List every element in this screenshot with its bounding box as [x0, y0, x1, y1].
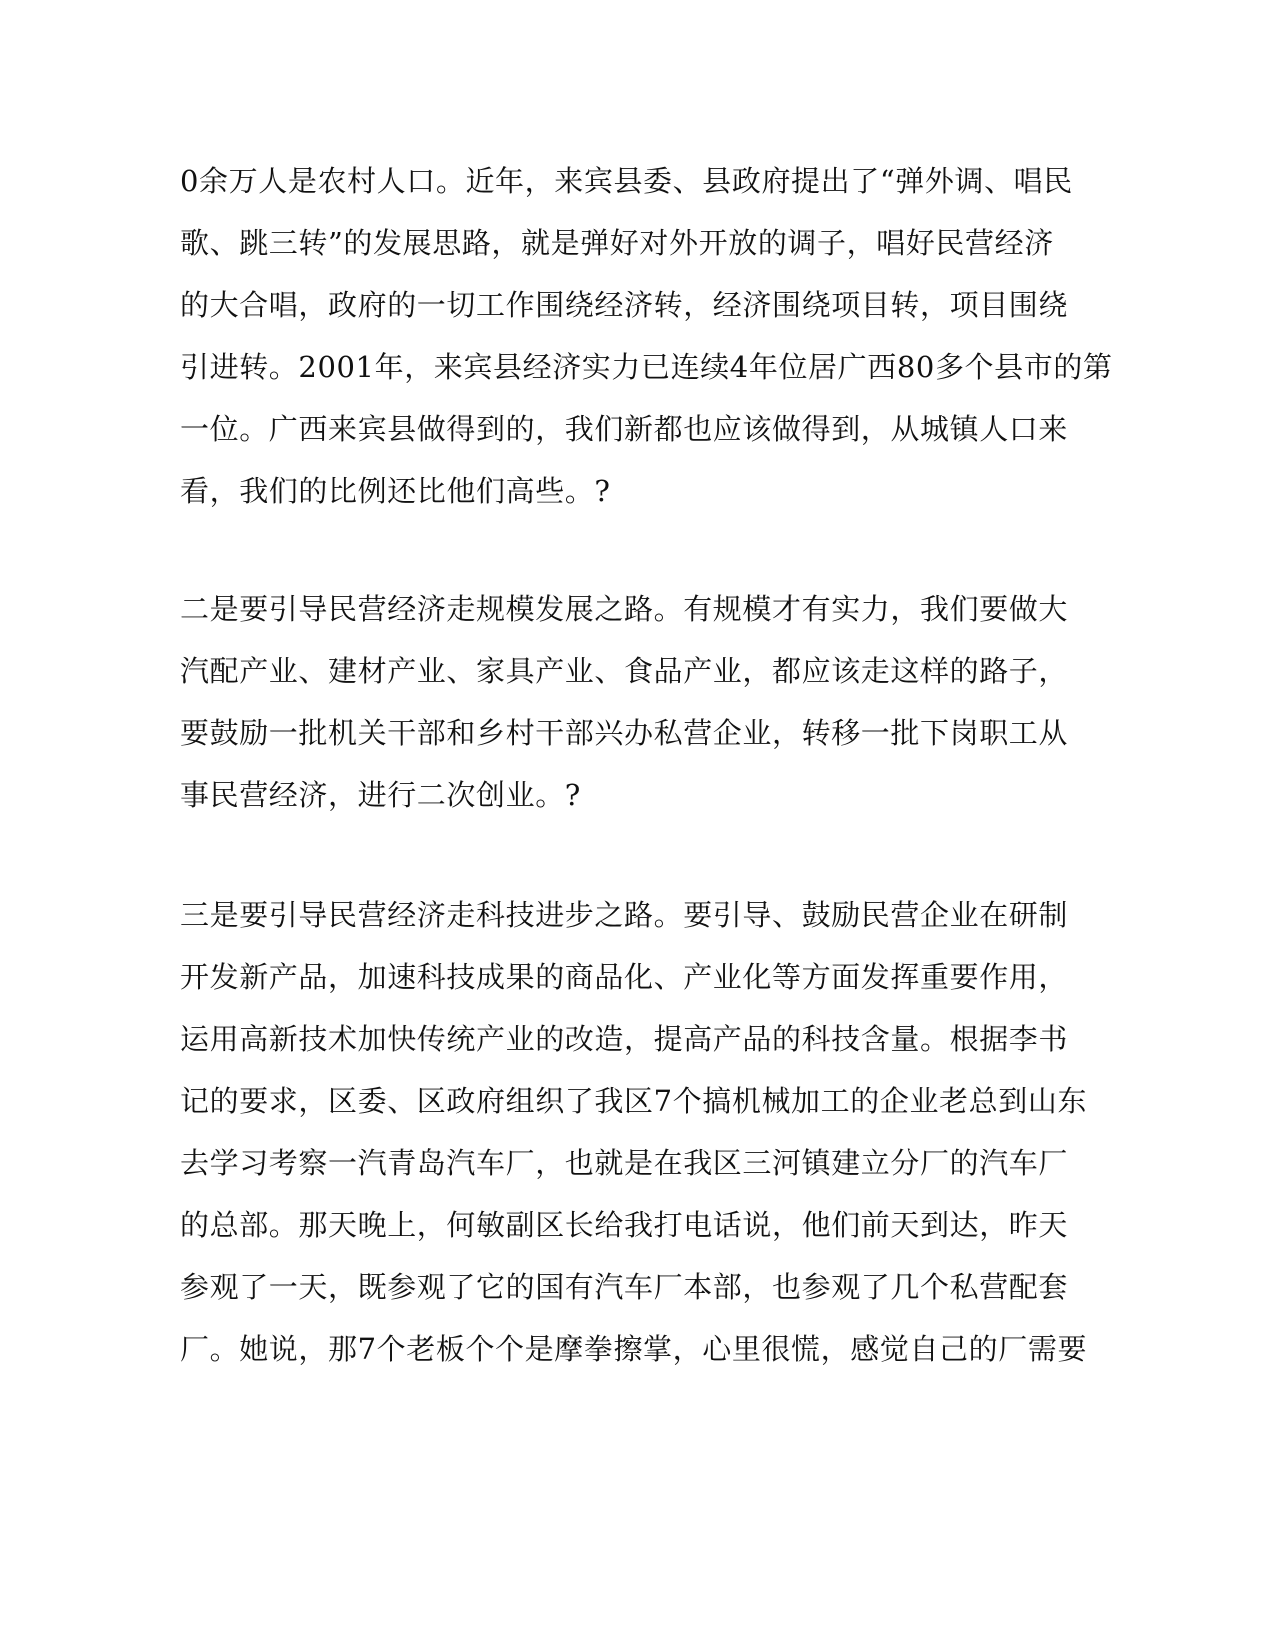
paragraph-2 — [180, 578, 1069, 826]
text-line: 运用高新技术加快传统产业的改造，提高产品的科技含量。根据李书 — [180, 1022, 1069, 1056]
text-line: 二是要引导民营经济走规模发展之路。有规模才有实力，我们要做大 — [180, 592, 1069, 626]
text-line: 要鼓励一批机关干部和乡村干部兴办私营企业，转移一批下岗职工从 — [180, 716, 1069, 750]
text-line: 记的要求，区委、区政府组织了我区7个搞机械加工的企业老总到山东 — [180, 1084, 1088, 1118]
text-line: 看，我们的比例还比他们高些。? — [180, 474, 611, 508]
text-line: 0余万人是农村人口。近年，来宾县委、县政府提出了“弹外调、唱民 — [180, 164, 1073, 198]
text-line: 引进转。2001年，来宾县经济实力已连续4年位居广西80多个县市的第 — [180, 350, 1113, 384]
text-line: 一位。广西来宾县做得到的，我们新都也应该做得到，从城镇人口来 — [180, 412, 1069, 446]
text-line: 三是要引导民营经济走科技进步之路。要引导、鼓励民营企业在研制 — [180, 898, 1069, 932]
text-line: 歌、跳三转”的发展思路，就是弹好对外开放的调子，唱好民营经济 — [180, 226, 1054, 260]
text-line: 厂。她说，那7个老板个个是摩拳擦掌，心里很慌，感觉自己的厂需要 — [180, 1332, 1088, 1366]
text-line: 事民营经济，进行二次创业。? — [180, 778, 581, 812]
paragraph-3 — [180, 884, 1088, 1380]
text-line: 开发新产品，加速科技成果的商品化、产业化等方面发挥重要作用， — [180, 960, 1069, 994]
text-line: 去学习考察一汽青岛汽车厂，也就是在我区三河镇建立分厂的汽车厂 — [180, 1146, 1069, 1180]
text-line: 的大合唱，政府的一切工作围绕经济转，经济围绕项目转，项目围绕 — [180, 288, 1069, 322]
paragraph-1 — [180, 150, 1113, 522]
text-line: 的总部。那天晚上，何敏副区长给我打电话说，他们前天到达，昨天 — [180, 1208, 1069, 1242]
text-line: 参观了一天，既参观了它的国有汽车厂本部，也参观了几个私营配套 — [180, 1270, 1069, 1304]
text-line: 汽配产业、建材产业、家具产业、食品产业，都应该走这样的路子， — [180, 654, 1069, 688]
